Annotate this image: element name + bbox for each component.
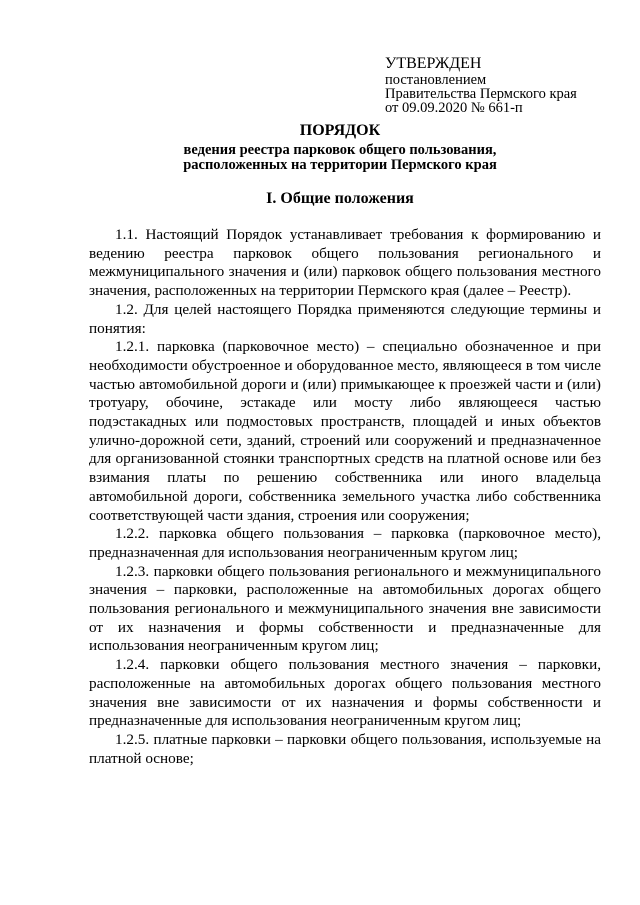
paragraph-1-2-2: 1.2.2. парковка общего пользования – парковка (парковочное место), предназначенная для использования неограниченным кругом лиц;: [89, 525, 601, 561]
paragraph-1-2-5: 1.2.5. платные парковки – парковки общего пользования, используемые на платной основе;: [89, 730, 601, 767]
document-subtitle-line: ведения реестра парковок общего пользования,: [183, 142, 497, 158]
paragraph-1-2-3: 1.2.3. парковки общего пользования регионального и межмуниципального значения – парковки, расположенные на автомобильных дорогах общего пользования регионального и межмуниципального значения вне зависимости от их назначения и формы собственности и предназначенные для использования неограниченным кругом лиц;: [89, 562, 601, 655]
paragraph-1-2-1: 1.2.1. парковка (парковочное место) – специально обозначенное и при необходимости обустроенное и оборудованное место, являющееся в том числе частью автомобильной дороги и (или) примыкающее к проезжей части и (или) тротуару, обочине, эстакаде или мосту либо являющееся частью подэстакадных или подмостовых пространств, площадей и иных объектов улично-дорожной сети, зданий, строений или сооружений и предназначенное для организованной стоянки транспортных средств на платной основе или без взимания платы по решению собственника или иного владельца автомобильной дороги, собственника земельного участка либо собственника соответствующей части здания, строения или сооружения;: [89, 338, 601, 524]
document-subtitle: [70, 143, 610, 173]
approval-line: постановлением: [385, 72, 487, 88]
document-title: ПОРЯДОК: [299, 122, 381, 139]
paragraph-1-2: 1.2. Для целей настоящего Порядка применяются следующие термины и понятия:: [89, 300, 601, 337]
approval-heading: УТВЕРЖДЕН: [385, 55, 482, 72]
section-title: I. Общие положения: [266, 190, 414, 207]
paragraph-1-2-4: 1.2.4. парковки общего пользования местного значения – парковки, расположенные на автомобильных дорогах общего пользования местного значения вне зависимости от их назначения и формы собственности и предназначенные для использования неограниченным кругом лиц;: [89, 656, 601, 730]
document-subtitle-line: расположенных на территории Пермского края: [183, 157, 497, 173]
document-body: [89, 226, 601, 768]
approval-line: от 09.09.2020 № 661-п: [385, 100, 523, 116]
paragraph-1-1: 1.1. Настоящий Порядок устанавливает требования к формированию и ведению реестра парковок общего пользования регионального и межмуниципального значения и (или) парковок общего пользования местного значения, расположенных на территории Пермского края (далее – Реестр).: [89, 226, 601, 300]
approval-stamp: [385, 55, 625, 115]
approval-line: Правительства Пермского края: [385, 86, 577, 102]
